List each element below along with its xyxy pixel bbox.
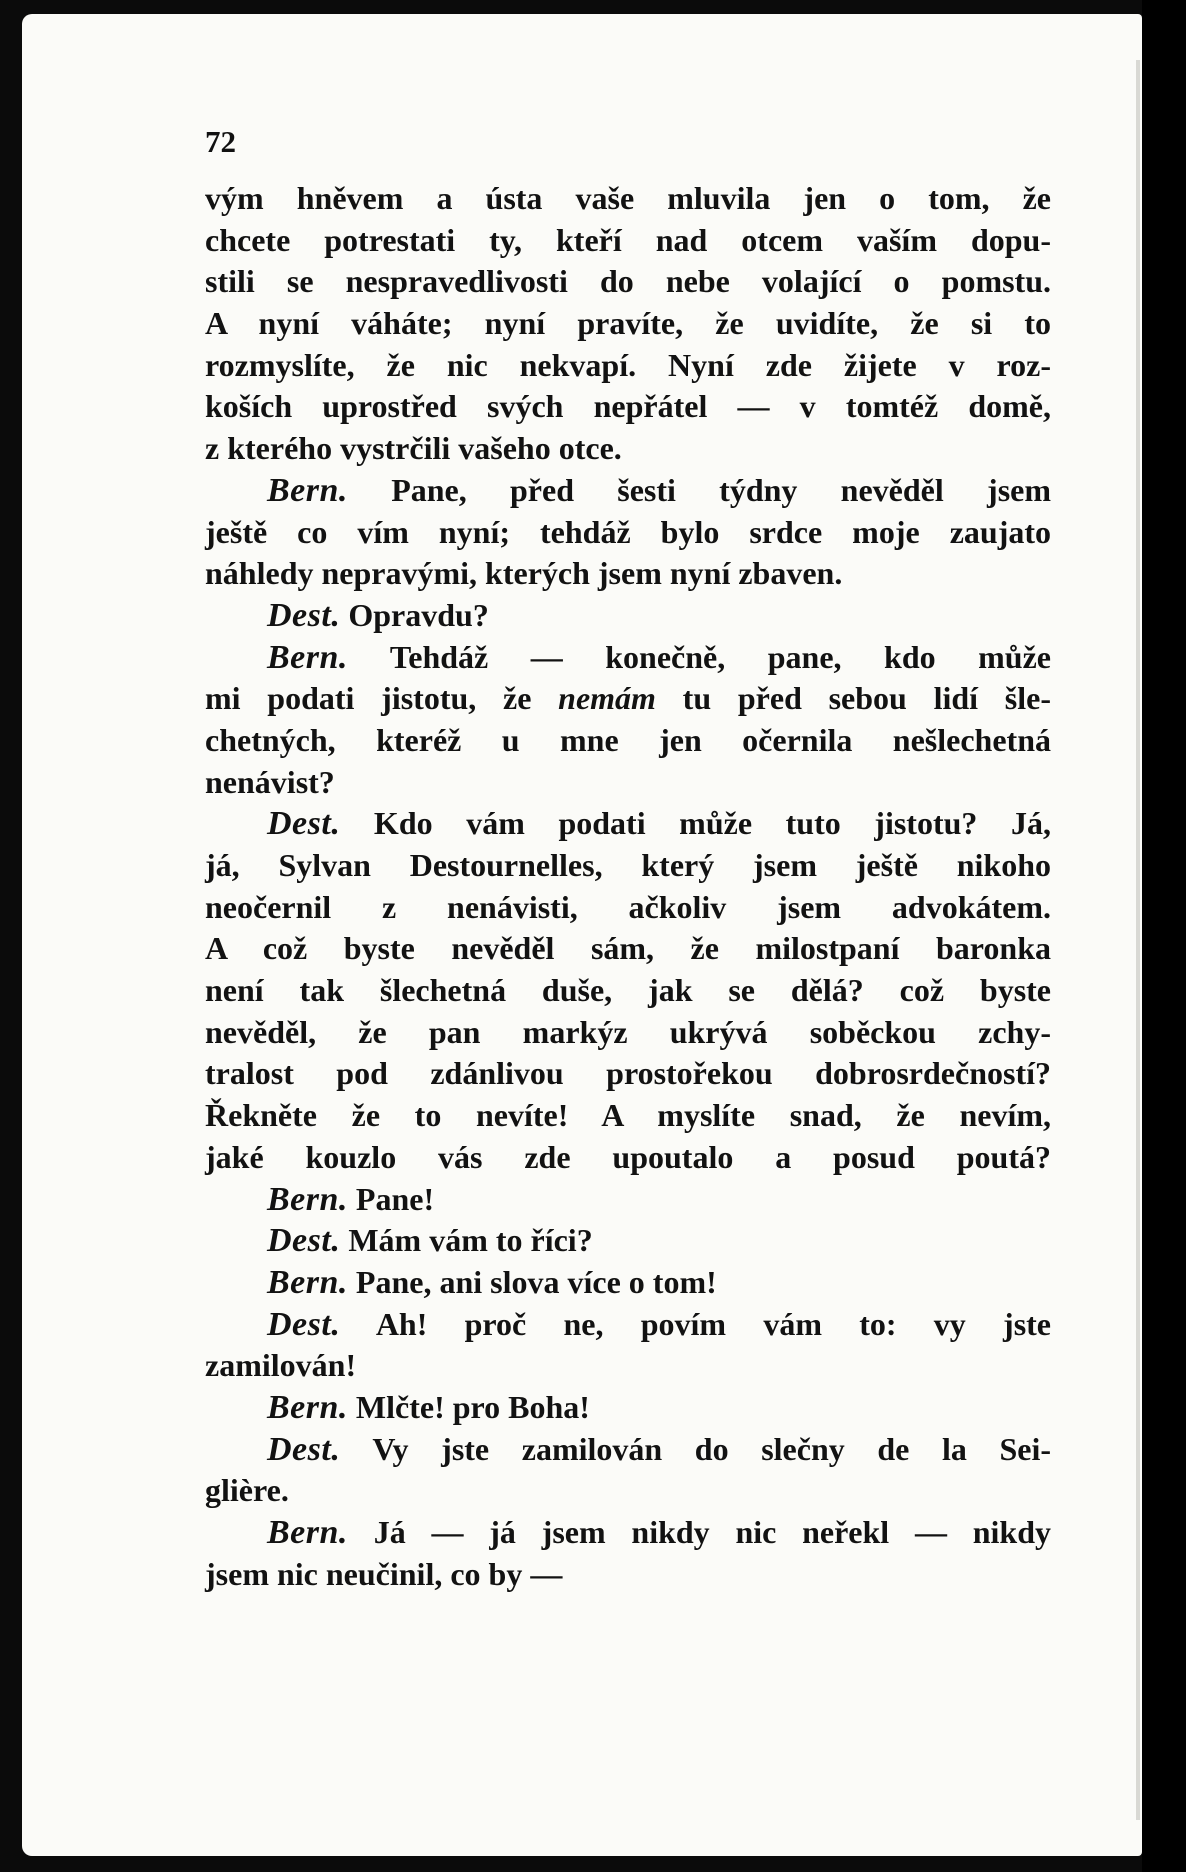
speaker-name: Dest. [267,1430,341,1468]
text-line [205,1554,1051,1596]
text-line [205,1053,1051,1095]
line-text: tralost pod zdánlivou prostořekou dobrosrdečností? [205,1055,1051,1092]
speaker-name: Bern. [267,638,348,676]
text-line [205,553,1051,595]
line-text: glière. [205,1472,289,1509]
line-text: A nyní váháte; nyní pravíte, že uvidíte, že si to [205,305,1051,342]
dialogue-line [205,1179,1051,1221]
line-text: Tehdáž — konečně, pane, kdo může [389,638,1051,675]
speaker-name: Bern. [267,471,348,509]
text-line [205,261,1051,303]
speaker-name: Dest. [267,596,341,634]
line-text: tu před sebou lidí šle- [655,680,1052,717]
line-text: Pane! [355,1180,435,1217]
line-text: neočernil z nenávisti, ačkoliv jsem advokátem. [205,888,1051,925]
line-text: jaké kouzlo vás zde upoutalo a posud poutá? [205,1138,1051,1175]
book-spine [1142,0,1186,1872]
text-line [205,970,1051,1012]
speaker-name: Dest. [267,1305,341,1343]
line-text: Mám vám to říci? [348,1222,593,1259]
line-text: není tak šlechetná duše, jak se dělá? což byste [205,972,1051,1009]
line-text: chetných, kteréž u mne jen očernila nešlechetná [205,721,1051,758]
line-text: Opravdu? [348,596,489,633]
text-line [205,1095,1051,1137]
line-text: Pane, ani slova více o tom! [355,1263,717,1300]
line-text: mi podati jistotu, že [205,680,559,717]
speaker-name: Dest. [267,1222,341,1260]
line-text: Mlčte! pro Boha! [355,1388,590,1425]
line-text: chcete potrestati ty, kteří nad otcem vaším dopu- [205,221,1051,258]
line-text: jsem nic neučinil, co by — [205,1555,563,1592]
line-text: vým hněvem a ústa vaše mluvila jen o tom, že [205,180,1051,216]
dialogue-line [205,470,1051,512]
speaker-name: Bern. [267,1388,348,1426]
page-edge [1136,60,1140,1820]
speaker-name: Bern. [267,1180,348,1218]
dialogue-line [205,637,1051,679]
line-text: A což byste nevěděl sám, že milostpaní baronka [205,930,1051,967]
text-line [205,386,1051,428]
text-line [205,1470,1051,1512]
dialogue-line [205,1262,1051,1304]
line-text: Pane, před šesti týdny nevěděl jsem [391,471,1052,508]
line-text: nenávist? [205,763,335,800]
text-line [205,720,1051,762]
line-text: náhledy nepravými, kterých jsem nyní zbaven. [205,555,843,592]
text-line [205,762,1051,804]
dialogue-line [205,803,1051,845]
line-text: Řekněte že to nevíte! A myslíte snad, že nevím, [205,1097,1051,1134]
dialogue-line [205,1387,1051,1429]
text-line [205,512,1051,554]
line-text: Já — já jsem nikdy nic neřekl — nikdy [373,1514,1052,1550]
line-text: koších uprostřed svých nepřátel — v tomtéž domě, [205,388,1051,425]
text-line [205,1137,1051,1179]
line-text: ještě co vím nyní; tehdáž bylo srdce moje zaujato [205,513,1051,550]
speaker-name: Dest. [267,805,341,843]
line-text: nevěděl, že pan markýz ukrývá soběckou zchy- [205,1013,1051,1050]
text-line [205,928,1051,970]
page-number: 72 [205,124,236,159]
page-text [205,178,1051,1595]
text-line [205,178,1051,220]
line-text: Kdo vám podati může tuto jistotu? Já, [373,805,1052,842]
text-line [205,1012,1051,1054]
line-text: Ah! proč ne, povím vám to: vy jste [375,1305,1052,1342]
text-line [205,845,1051,887]
line-text: rozmyslíte, že nic nekvapí. Nyní zde žijete v roz- [205,346,1051,383]
dialogue-line [205,1304,1051,1346]
line-text: z kterého vystrčili vašeho otce. [205,430,622,467]
dialogue-line [205,1512,1051,1554]
line-text: stili se nespravedlivosti do nebe volající o pomstu. [205,263,1051,300]
speaker-name: Bern. [267,1514,348,1551]
dialogue-line [205,1220,1051,1262]
line-text: Vy jste zamilován do slečny de la Sei- [372,1430,1052,1467]
text-line [205,887,1051,929]
line-text: zamilován! [205,1347,357,1384]
text-line [205,678,1051,720]
text-line [205,1345,1051,1387]
dialogue-line [205,595,1051,637]
text-line [205,220,1051,262]
text-line [205,428,1051,470]
dialogue-line [205,1429,1051,1471]
emphasized-word: nemám [558,680,656,717]
text-line [205,345,1051,387]
line-text: já, Sylvan Destournelles, který jsem ještě nikoho [205,847,1051,883]
speaker-name: Bern. [267,1263,348,1301]
text-line [205,303,1051,345]
